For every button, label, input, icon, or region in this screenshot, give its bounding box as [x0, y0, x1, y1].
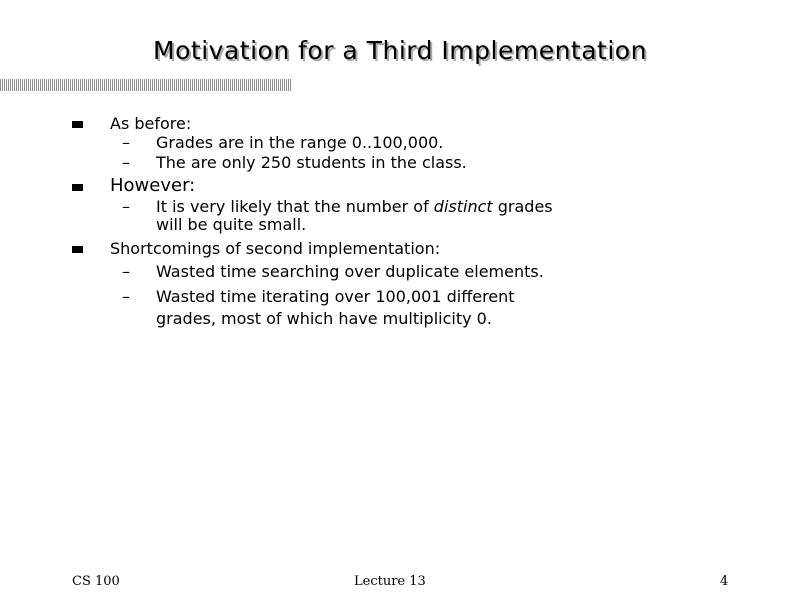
subitem-grade-range: Grades are in the range 0..100,000. [156, 133, 444, 152]
bullet-however: However: [110, 175, 196, 196]
subitem-duplicate-search: Wasted time searching over duplicate elements. [156, 262, 544, 281]
square-bullet-icon [72, 121, 83, 128]
subitem-distinct-grades-line2: will be quite small. [156, 215, 307, 234]
footer-lecture: Lecture 13 [354, 574, 426, 589]
dash-bullet-icon: – [122, 287, 130, 306]
subitem-distinct-suffix: grades [492, 197, 553, 216]
dash-bullet-icon: – [122, 133, 130, 152]
square-bullet-icon [72, 184, 83, 191]
dash-bullet-icon: – [122, 262, 130, 281]
square-bullet-icon [72, 246, 83, 253]
footer-course: CS 100 [72, 574, 120, 589]
subitem-distinct-grades [156, 197, 553, 217]
bullet-as-before: As before: [110, 114, 192, 133]
emphasis-distinct: distinct [433, 197, 493, 216]
subitem-iteration-waste: Wasted time iterating over 100,001 different [156, 287, 515, 306]
bullet-shortcomings: Shortcomings of second implementation: [110, 239, 441, 258]
subitem-iteration-waste-line2: grades, most of which have multiplicity 0. [156, 309, 492, 328]
dash-bullet-icon: – [122, 197, 130, 216]
dash-bullet-icon: – [122, 153, 130, 172]
footer-page-number: 4 [720, 574, 729, 589]
slide-title: Motivation for a Third Implementation [153, 36, 647, 65]
subitem-distinct-prefix: It is very likely that the number of [156, 197, 434, 216]
subitem-student-count: The are only 250 students in the class. [156, 153, 467, 172]
